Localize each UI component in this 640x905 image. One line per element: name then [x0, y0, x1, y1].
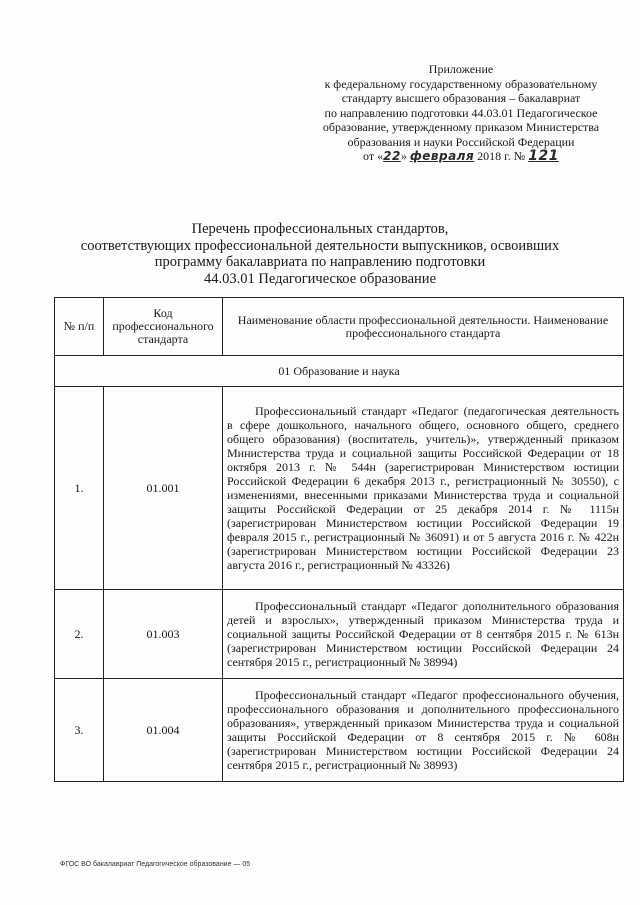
date-prefix: от « [363, 149, 384, 163]
appendix-line: образование, утвержденному приказом Министерства [322, 120, 600, 134]
title-line: Перечень профессиональных стандартов, [191, 221, 449, 237]
row-num: 2. [55, 590, 104, 679]
row-description: Профессиональный стандарт «Педагог дополнительного образования детей и взрослых», утвержденный приказом Министерства труда и социальной защиты Российской Федерации от 8 сентября 2015 г. № 613н (зарегистрирован Министерством юстиции Российской Федерации 24 сентября 2015 г., регистрационный № 38994) [223, 590, 624, 679]
appendix-line: стандарту высшего образования – бакалавриат [341, 91, 581, 105]
table-header-row [55, 298, 624, 356]
table-group-row [55, 356, 624, 387]
standards-table [54, 297, 624, 782]
table-row [55, 679, 624, 782]
appendix-line: образования и науки Российской Федерации [347, 134, 575, 149]
row-code: 01.003 [104, 590, 223, 679]
handwritten-month: февраля [409, 149, 475, 163]
row-description: Профессиональный стандарт «Педагог профессионального обучения, профессионального образования и дополнительного профессионального образования», утвержденный приказом Министерства труда и социальной защиты Российской Федерации от 8 сентября 2015 г. № 608н (зарегистрирован Министерством юстиции Российской Федерации 24 сентября 2015 г., регистрационный № 38993) [223, 679, 624, 782]
row-num: 1. [55, 387, 104, 590]
appendix-title: Приложение [428, 62, 494, 76]
header-name: Наименование области профессиональной деятельности. Наименование профессионального стандарта [223, 298, 624, 356]
title-line: соответствующих профессиональной деятельности выпускников, освоивших [80, 237, 560, 254]
handwritten-order-number: 121 [528, 148, 559, 164]
table-row [55, 387, 624, 590]
handwritten-day: 22 [383, 149, 401, 163]
table-row [55, 590, 624, 679]
page-footer: ФГОС ВО бакалавриат Педагогическое образование — 05 [60, 861, 251, 868]
row-num: 3. [55, 679, 104, 782]
title-line: 44.03.01 Педагогическое образование [203, 270, 437, 287]
date-year: 2018 г. № [477, 149, 526, 163]
date-separator: » [400, 149, 407, 163]
header-num: № п/п [55, 298, 104, 356]
header-code: Код профессионального стандарта [104, 298, 223, 356]
row-code: 01.004 [104, 679, 223, 782]
appendix-line: по направлению подготовки 44.03.01 Педагогическое [324, 105, 598, 120]
appendix-line: к федеральному государственному образовательному [324, 76, 598, 91]
appendix-header [298, 62, 624, 164]
document-title [60, 221, 580, 287]
row-code: 01.001 [104, 387, 223, 590]
row-description: Профессиональный стандарт «Педагог (педагогическая деятельность в сфере дошкольного, начального общего, основного общего, среднего общего образования) (воспитатель, учитель)», утвержденный приказом Министерства труда и социальной защиты Российской Федерации от 18 октября 2013 г. № 544н (зарегистрирован Министерством юстиции Российской Федерации 6 декабря 2013 г., регистрационный № 30550), с изменениями, внесенными приказами Министерства труда и социальной защиты Российской Федерации от 25 декабря 2014 г. № 1115н (зарегистрирован Министерством юстиции Российской Федерации 19 февраля 2015 г., регистрационный № 36091) и от 5 августа 2016 г. № 422н (зарегистрирован Министерством юстиции Российской Федерации 23 августа 2016 г., регистрационный № 43326) [223, 387, 624, 590]
title-line: программу бакалавриата по направлению подготовки [154, 254, 486, 270]
group-label: 01 Образование и наука [55, 356, 624, 387]
order-date-line [298, 149, 624, 164]
